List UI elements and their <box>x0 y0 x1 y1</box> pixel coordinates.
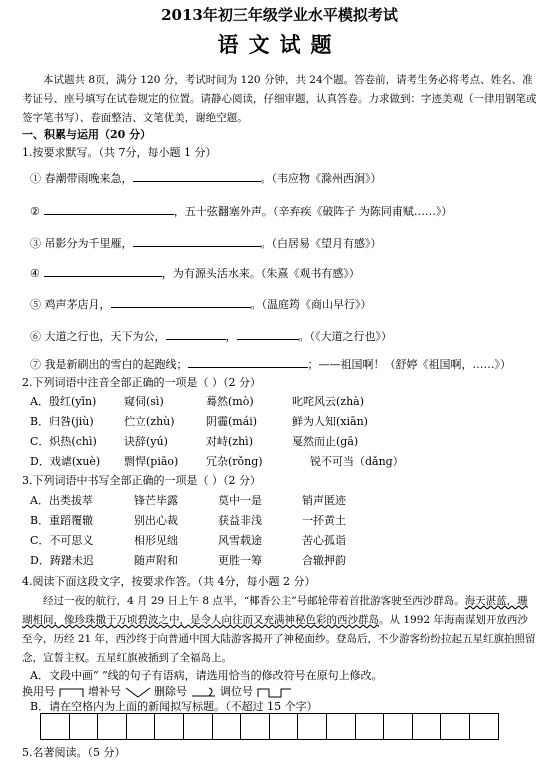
option-word: 合辙押韵 <box>302 554 346 567</box>
swap-mark-icon <box>59 687 85 698</box>
answer-blank[interactable] <box>111 296 251 308</box>
q1-item-7-mid: ；——祖国啊！（舒婷《祖国啊，……》） <box>307 358 511 371</box>
option-word: 获益非浅 <box>218 514 262 527</box>
reorder-mark-icon <box>257 687 293 698</box>
q1-item-1-post: 。（韦应物《滁州西涧》） <box>260 172 382 185</box>
q1-item-5 <box>30 296 372 312</box>
q5-stem: 5.名著阅读。（5 分） <box>22 746 126 759</box>
answer-blank[interactable] <box>133 235 261 247</box>
grid-cell[interactable] <box>327 714 356 740</box>
option-word: 锋芒毕露 <box>134 494 178 507</box>
q1-item-5-pre: ⑤ 鸡声茅店月， <box>30 298 111 311</box>
grid-cell[interactable] <box>413 714 442 740</box>
q1-item-2 <box>30 203 452 219</box>
section-heading: 一、积累与运用（20 分） <box>22 128 152 141</box>
option-word: 鲜为人知(xiān) <box>292 415 368 428</box>
grid-cell[interactable] <box>441 714 470 740</box>
answer-blank[interactable] <box>188 356 308 368</box>
option-word: 叱咤风云(zhà) <box>292 395 365 408</box>
option-word: 伫立(zhù) <box>124 415 175 428</box>
grid-cell[interactable] <box>270 714 299 740</box>
q4-passage <box>22 592 537 668</box>
option-word: 剽悍(piāo) <box>124 455 179 468</box>
option-word: 风雪载途 <box>218 534 262 547</box>
q1-item-1-pre: ① 春潮带雨晚来急， <box>30 172 133 185</box>
option-word: 阴霾(mái) <box>206 415 258 428</box>
option-word: 一抔黄土 <box>302 514 346 527</box>
option-word: 相形见绌 <box>134 534 178 547</box>
option-word: 窥伺(sì) <box>124 395 164 408</box>
q3-stem: 3.下列词语中书写全部正确的一项是（ ）（2 分） <box>22 474 261 487</box>
option-word: 别出心裁 <box>134 514 178 527</box>
q1-item-4-pre: ④ <box>30 267 40 280</box>
passage-wavy-sentence: 海天湛蓝，珊瑚相间，像珍珠撒于万顷碧波之中，是令人向往而又充满神秘色彩的西沙群岛 <box>22 595 528 626</box>
mark-label: 删除号 <box>154 685 187 698</box>
mark-label: 增补号 <box>88 685 121 698</box>
option-word: C．不可思义 <box>30 534 94 547</box>
q1-item-7 <box>30 356 511 372</box>
q4-edit-marks <box>22 685 293 699</box>
grid-cell[interactable] <box>98 714 127 740</box>
option-word: 莫中一是 <box>218 494 262 507</box>
grid-cell[interactable] <box>155 714 184 740</box>
q1-item-7-pre: ⑦ 我是新刷出的雪白的起跑线； <box>30 358 188 371</box>
q4-sub-a: A．文段中画“ ”线的句子有语病，请选用恰当的修改符号在原句上修改。 <box>30 669 383 682</box>
answer-blank[interactable] <box>166 328 226 340</box>
grid-cell[interactable] <box>41 714 70 740</box>
passage-text: 经过一夜的航行，4 月 29 日上午 8 点半，“椰香公主”号邮轮带着首批游客驶至西沙群岛。 <box>43 595 465 607</box>
option-word: 对峙(zhì) <box>206 435 253 448</box>
q1-item-3-post: 。（白居易《望月有感》） <box>260 237 382 250</box>
option-word: A．殷红(yīn) <box>30 395 97 408</box>
option-word: D．踌躇未迟 <box>30 554 94 567</box>
option-word: 锐不可当（dǎng） <box>310 455 404 468</box>
option-word: 苦心孤诣 <box>302 534 346 547</box>
option-word: A．出类拔萃 <box>30 494 93 507</box>
answer-blank[interactable] <box>44 203 174 215</box>
grid-cell[interactable] <box>184 714 213 740</box>
grid-cell[interactable] <box>298 714 327 740</box>
option-word: B．重蹈覆辙 <box>30 514 94 527</box>
q1-item-1 <box>30 170 382 186</box>
option-word: C．炽热(chì) <box>30 435 97 448</box>
instructions: 本试题共 8页，满分 120 分，考试时间为 120 分钟，共 24个题。答卷前，请考生务必将考点、姓名、准考证号、座号填写在试卷规定的位置。请静心阅读，仔细审题，认真答卷。力求做到：字迹美观（一律用钢笔或签字笔书写）、卷面整洁、文笔优美，谢绝空题。 <box>22 74 537 124</box>
headline-answer-grid <box>40 713 499 740</box>
grid-cell[interactable] <box>356 714 385 740</box>
option-word: 蓦然(mò) <box>206 395 254 408</box>
grid-cell[interactable] <box>127 714 156 740</box>
answer-blank[interactable] <box>237 328 299 340</box>
q2-stem: 2.下列词语中注音全部正确的一项是（ ）（2 分） <box>22 376 261 389</box>
q1-item-2-post: ，五十弦翻塞外声。（辛弃疾《破阵子 为陈同甫赋……》） <box>173 205 453 218</box>
mark-label: 调位号 <box>220 685 253 698</box>
option-word: 更胜一筹 <box>218 554 262 567</box>
q1-stem: 1.按要求默写。（共 7分，每小题 1 分） <box>22 146 217 159</box>
q1-item-6-post: 。（《大道之行也》） <box>298 330 392 343</box>
subject-title: 语文试题 <box>217 32 342 57</box>
q1-item-5-post: 。（温庭筠《商山早行》） <box>250 298 372 311</box>
q1-item-2-pre: ② <box>30 205 40 218</box>
answer-blank[interactable] <box>44 265 162 277</box>
grid-cell[interactable] <box>241 714 270 740</box>
q1-item-3-pre: ③ 吊影分为千里雁， <box>30 237 133 250</box>
q1-item-4-post: ，为有源头活水来。（朱熹《观书有感》） <box>161 267 360 280</box>
answer-blank[interactable] <box>133 170 261 182</box>
q4-sub-b: B．请在空格内为上面的新闻拟写标题。（不超过 15 个字） <box>30 700 318 713</box>
passage-text: 。从 1992 年海南谋划开放西沙至今，历经 21 年，西沙终于向普通中国大陆游客揭开了神秘面纱。登岛后，不少游客纷纷拉起五星红旗拍照留念，宣誓主权。五星红旗被插到了全福岛上。 <box>22 614 536 664</box>
q1-item-6 <box>30 328 392 344</box>
option-word: B．归咎(jiù) <box>30 415 94 428</box>
q1-item-6-mid: ， <box>225 330 237 343</box>
grid-cell[interactable] <box>470 714 499 740</box>
q1-item-4 <box>30 265 360 281</box>
option-word: 诀辞(yú) <box>124 435 168 448</box>
q1-item-6-pre: ⑥ 大道之行也，天下为公， <box>30 330 166 343</box>
grid-cell[interactable] <box>384 714 413 740</box>
q1-item-3 <box>30 235 382 251</box>
insert-mark-icon <box>125 687 151 698</box>
option-word: 冗杂(rǒng) <box>206 455 263 468</box>
grid-cell[interactable] <box>213 714 242 740</box>
delete-mark-icon <box>191 687 217 698</box>
exam-title: 2013年初三年级学业水平模拟考试 <box>161 6 398 24</box>
option-word: 销声匿迹 <box>302 494 346 507</box>
q4-stem: 4.阅读下面这段文字，按要求作答。（共 4分，每小题 2 分） <box>22 575 316 588</box>
option-word: 随声附和 <box>134 554 178 567</box>
mark-label: 换用号 <box>22 685 55 698</box>
grid-cell[interactable] <box>70 714 99 740</box>
option-word: D．戏谑(xuè) <box>30 455 101 468</box>
option-word: 戛然而止(gā) <box>292 435 359 448</box>
